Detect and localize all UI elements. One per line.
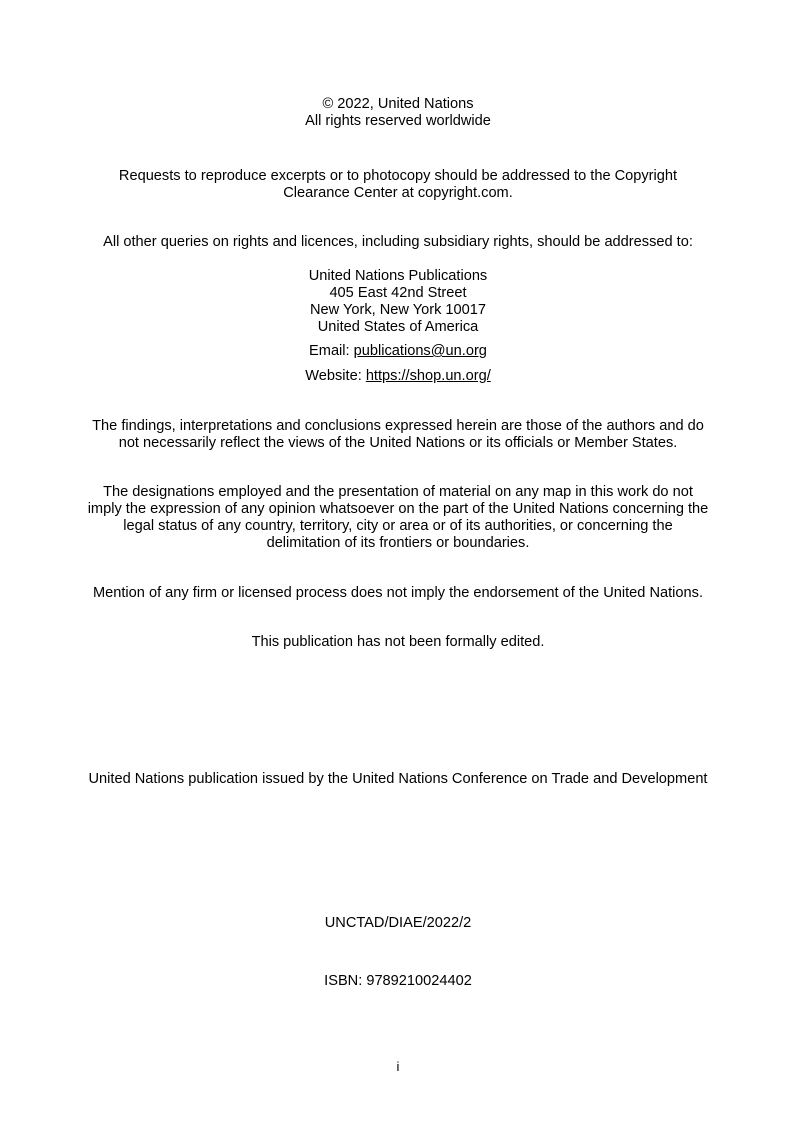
copyright-line: © 2022, United Nations bbox=[322, 96, 474, 112]
email-link[interactable]: publications@un.org bbox=[353, 343, 487, 359]
designations-line-2: imply the expression of any opinion whatsoever on the part of the United Nations concerning the bbox=[87, 501, 709, 517]
queries-text: All other queries on rights and licences, including subsidiary rights, should be addressed to: bbox=[103, 234, 693, 250]
isbn-text: ISBN: 9789210024402 bbox=[324, 973, 472, 989]
designations-disclaimer bbox=[60, 484, 736, 552]
address-country: United States of America bbox=[317, 319, 479, 335]
copyright-notice bbox=[60, 96, 736, 130]
issued-text: United Nations publication issued by the United Nations Conference on Trade and Development bbox=[88, 771, 708, 787]
address-city: New York, New York 10017 bbox=[309, 302, 487, 318]
postal-address bbox=[60, 268, 736, 336]
designations-line-1: The designations employed and the presentation of material on any map in this work do not bbox=[103, 484, 693, 500]
mention-text: Mention of any firm or licensed process does not imply the endorsement of the United Nations. bbox=[92, 585, 703, 601]
designations-line-3: legal status of any country, territory, city or area or of its authorities, or concerning the bbox=[123, 518, 673, 534]
email-label: Email: bbox=[309, 343, 354, 359]
page-number-text: i bbox=[396, 1059, 400, 1074]
designations-line-4: delimitation of its frontiers or boundaries. bbox=[266, 535, 530, 551]
website-link[interactable]: https://shop.un.org/ bbox=[365, 368, 491, 384]
document-symbol bbox=[60, 915, 736, 932]
findings-disclaimer bbox=[60, 418, 736, 452]
reproduction-requests bbox=[60, 168, 736, 202]
address-name: United Nations Publications bbox=[308, 268, 488, 284]
requests-line-1: Requests to reproduce excerpts or to photocopy should be addressed to the Copyright bbox=[118, 168, 678, 184]
address-street: 405 East 42nd Street bbox=[329, 285, 467, 301]
isbn-line bbox=[60, 973, 736, 990]
website-label: Website: bbox=[305, 368, 366, 384]
queries-paragraph bbox=[60, 234, 736, 251]
email-line bbox=[60, 343, 736, 360]
page-number bbox=[60, 1058, 736, 1075]
editing-note bbox=[60, 634, 736, 651]
findings-line-2: not necessarily reflect the views of the United Nations or its officials or Member States. bbox=[118, 435, 678, 451]
rights-reserved-line: All rights reserved worldwide bbox=[305, 113, 491, 129]
endorsement-disclaimer bbox=[60, 585, 736, 602]
requests-line-2: Clearance Center at copyright.com. bbox=[283, 185, 513, 201]
publisher-statement bbox=[60, 771, 736, 788]
symbol-text: UNCTAD/DIAE/2022/2 bbox=[324, 915, 472, 931]
findings-line-1: The findings, interpretations and conclusions expressed herein are those of the authors and do bbox=[92, 418, 704, 434]
website-line bbox=[60, 368, 736, 385]
edited-text: This publication has not been formally edited. bbox=[251, 634, 545, 650]
